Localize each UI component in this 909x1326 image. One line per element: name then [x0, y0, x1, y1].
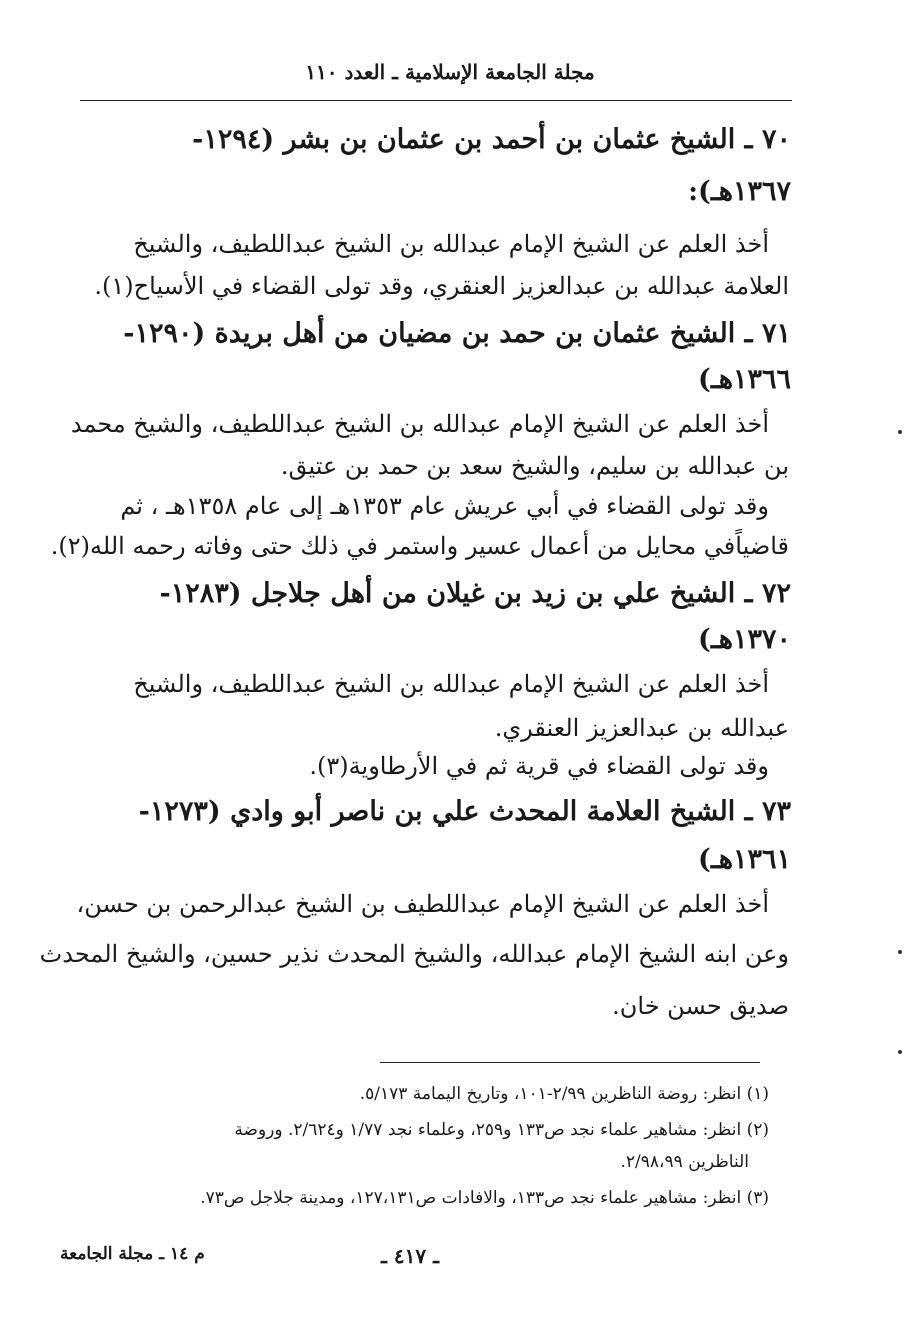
entry-heading: ٧٣ ـ الشيخ العلامة المحدث علي بن ناصر أبو وادي (١٢٧٣-	[138, 796, 791, 827]
header-rule	[80, 100, 792, 101]
scan-speck	[898, 950, 902, 954]
entry-body-line: بن عبدالله بن سليم، والشيخ سعد بن حمد بن عتيق.	[280, 452, 789, 480]
entry-body-line: أخذ العلم عن الشيخ الإمام عبدالله بن الشيخ عبداللطيف، والشيخ	[133, 230, 769, 258]
entry-heading: ٧١ ـ الشيخ عثمان بن حمد بن مضيان من أهل بريدة (١٢٩٠-	[123, 318, 791, 349]
entry-body-line: أخذ العلم عن الشيخ الإمام عبدالله بن الشيخ عبداللطيف، والشيخ	[133, 670, 769, 698]
footer-signature: م ١٤ ـ مجلة الجامعة	[60, 1244, 205, 1264]
footnote-rule	[380, 1062, 760, 1063]
entry-body-line: قاضياًفي محايل من أعمال عسير واستمر في ذلك حتى وفاته رحمه الله(٢).	[50, 532, 789, 560]
page-number: ـ ٤١٧ ـ	[381, 1244, 439, 1268]
entry-heading-dates: ١٣٦١هـ)	[698, 844, 791, 875]
entry-heading: ٧٠ ـ الشيخ عثمان بن أحمد بن عثمان بن بشر (١٢٩٤-	[192, 124, 791, 155]
running-header: مجلة الجامعة الإسلامية ـ العدد ١١٠	[305, 60, 595, 84]
footnote-continuation: الناظرين ٢/٩٨،٩٩.	[620, 1152, 749, 1172]
entry-heading-dates: ١٣٧٠هـ)	[698, 624, 791, 655]
entry-body-line: صديق حسن خان.	[612, 992, 789, 1020]
entry-body-line: أخذ العلم عن الشيخ الإمام عبدالله بن الشيخ عبداللطيف، والشيخ محمد	[70, 410, 769, 438]
entry-body-line: وقد تولى القضاء في أبي عريش عام ١٣٥٣هـ إلى عام ١٣٥٨هـ ، ثم	[120, 492, 769, 520]
entry-body-line: وقد تولى القضاء في قرية ثم في الأرطاوية(٣).	[309, 752, 769, 780]
footnote: (٣) انظر: مشاهير علماء نجد ص١٣٣، والافادات ص١٢٧،١٣١، ومدينة جلاجل ص٧٣.	[200, 1188, 769, 1208]
entry-body-line: وعن ابنه الشيخ الإمام عبدالله، والشيخ المحدث نذير حسين، والشيخ المحدث	[39, 940, 789, 968]
scan-speck	[898, 1050, 902, 1054]
footnote: (٢) انظر: مشاهير علماء نجد ص١٣٣ و٢٥٩، وعلماء نجد ١/٧٧ و٢/٦٢٤. وروضة	[234, 1120, 769, 1140]
entry-heading-dates: ١٣٦٦هـ)	[698, 364, 791, 395]
entry-heading: ٧٢ ـ الشيخ علي بن زيد بن غيلان من أهل جلاجل (١٢٨٣-	[159, 578, 791, 609]
footnote: (١) انظر: روضة الناظرين ٢/٩٩-١٠١، وتاريخ اليمامة ٥/١٧٣.	[359, 1084, 769, 1104]
entry-body-line: العلامة عبدالله بن عبدالعزيز العنقري، وقد تولى القضاء في الأسياح(١).	[94, 272, 789, 300]
entry-body-line: عبدالله بن عبدالعزيز العنقري.	[494, 714, 789, 742]
scan-speck	[898, 430, 902, 434]
entry-body-line: أخذ العلم عن الشيخ الإمام عبداللطيف بن الشيخ عبدالرحمن بن حسن،	[76, 890, 769, 918]
entry-heading-dates: ١٣٦٧هـ):	[688, 176, 791, 207]
